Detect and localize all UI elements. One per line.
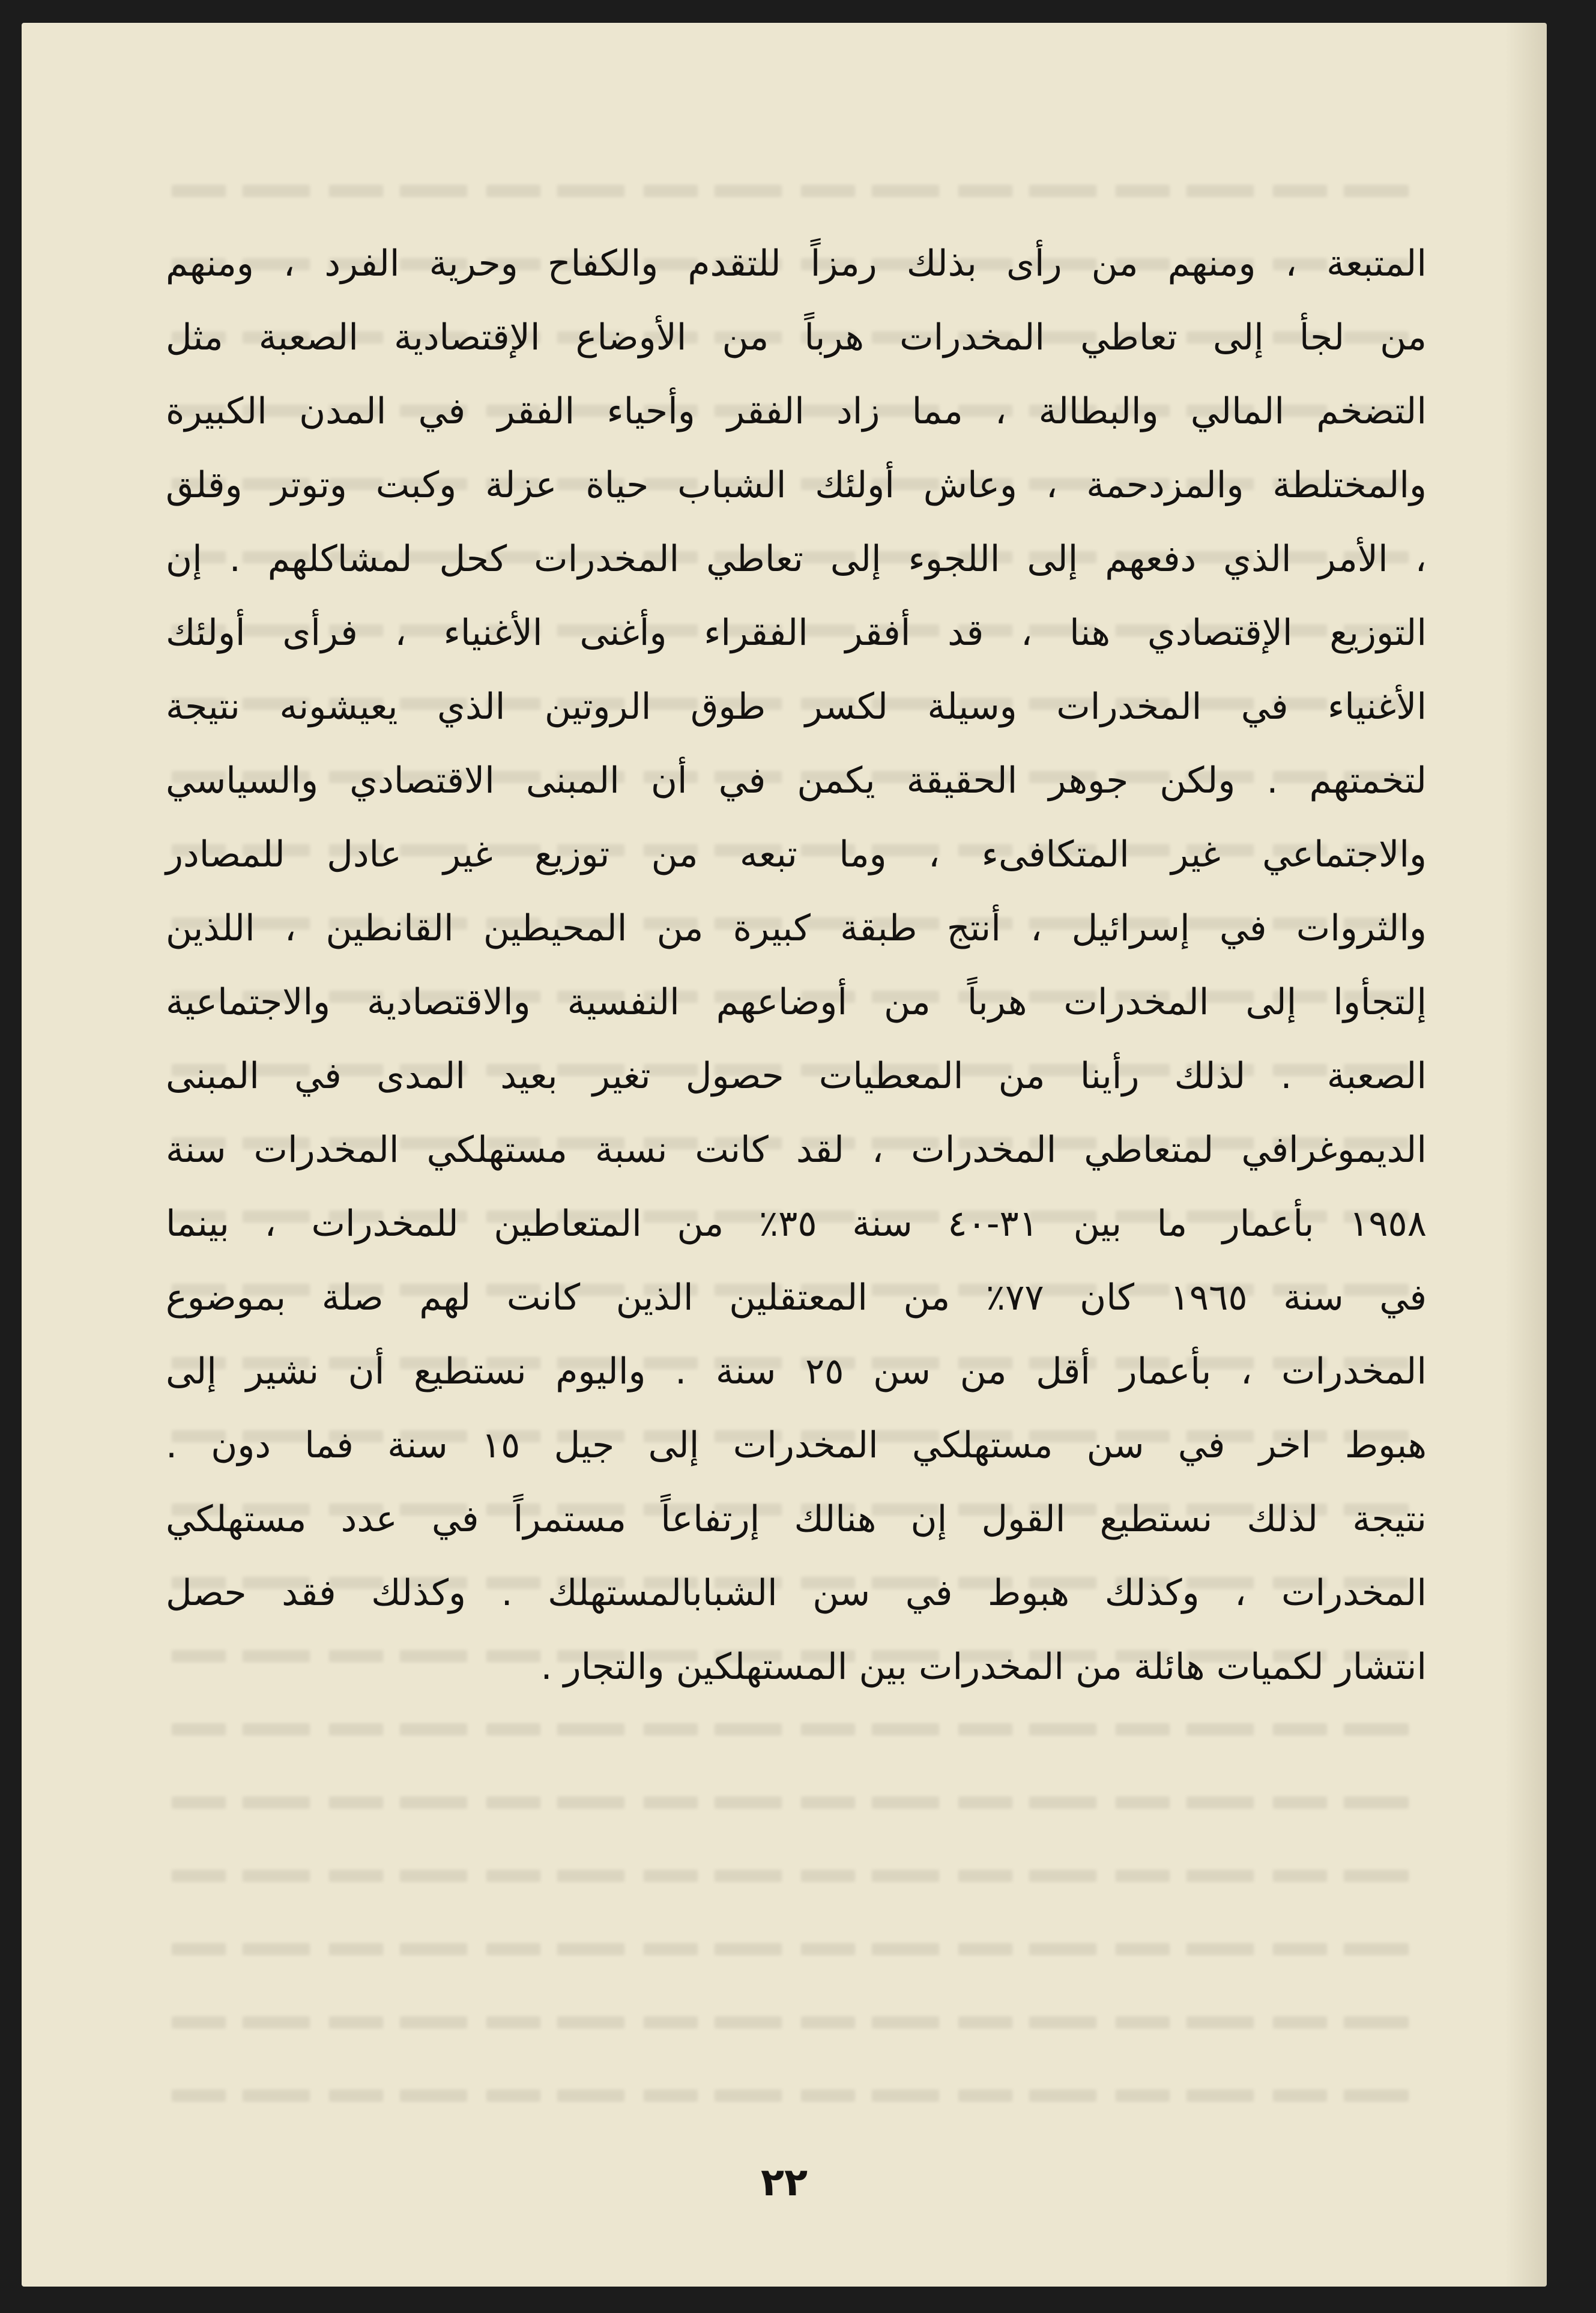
text-line: المخدرات ، بأعمار أقل من سن ٢٥ سنة . واليوم نستطيع أن نشير إلى [166, 1350, 1427, 1392]
text-line: من لجأ إلى تعاطي المخدرات هرباً من الأوضاع الإقتصادية الصعبة مثل [166, 316, 1427, 358]
text-line: لتخمتهم . ولكن جوهر الحقيقة يكمن في أن المبنى الاقتصادي والسياسي [166, 760, 1427, 802]
text-line: الأغنياء في المخدرات وسيلة لكسر طوق الروتين الذي يعيشونه نتيجة [166, 686, 1427, 728]
text-line: ١٩٥٨ بأعمار ما بين ٣١-٤٠ سنة ٣٥٪ من المتعاطين للمخدرات ، بينما [166, 1203, 1427, 1245]
text-line: انتشار لكميات هائلة من المخدرات بين المستهلكين والتجار . [540, 1646, 1427, 1688]
text-line: المتبعة ، ومنهم من رأى بذلك رمزاً للتقدم والكفاح وحرية الفرد ، ومنهم [166, 243, 1427, 285]
text-line: التوزيع الإقتصادي هنا ، قد أفقر الفقراء وأغنى الأغنياء ، فرأى أولئك [166, 612, 1427, 654]
text-line: المخدرات ، وكذلك هبوط في سن الشبابالمستهلك . وكذلك فقد حصل [166, 1572, 1427, 1614]
body-paragraph [166, 227, 1427, 1704]
text-line: ، الأمر الذي دفعهم إلى اللجوء إلى تعاطي المخدرات كحل لمشاكلهم . إن [166, 538, 1427, 580]
text-line: الديموغرافي لمتعاطي المخدرات ، لقد كانت نسبة مستهلكي المخدرات سنة [166, 1129, 1427, 1171]
book-page [22, 23, 1547, 2287]
text-line: والثروات في إسرائيل ، أنتج طبقة كبيرة من المحيطين القانطين ، اللذين [166, 907, 1427, 949]
text-line: إلتجأوا إلى المخدرات هرباً من أوضاعهم النفسية والاقتصادية والاجتماعية [166, 981, 1427, 1023]
text-line: نتيجة لذلك نستطيع القول إن هنالك إرتفاعاً مستمراً في عدد مستهلكي [166, 1498, 1427, 1540]
text-line: والاجتماعي غير المتكافىء ، وما تبعه من توزيع غير عادل للمصادر [166, 833, 1427, 875]
text-line: الصعبة . لذلك رأينا من المعطيات حصول تغير بعيد المدى في المبنى [166, 1055, 1427, 1097]
text-line: في سنة ١٩٦٥ كان ٧٧٪ من المعتقلين الذين كانت لهم صلة بموضوع [166, 1277, 1427, 1319]
text-line: التضخم المالي والبطالة ، مما زاد الفقر وأحياء الفقر في المدن الكبيرة [166, 390, 1427, 432]
page-number: ٢٢ [760, 2160, 808, 2205]
text-line: هبوط اخر في سن مستهلكي المخدرات إلى جيل ١٥ سنة فما دون . [166, 1424, 1427, 1466]
page-edge-shadow [1505, 23, 1547, 2287]
text-line: والمختلطة والمزدحمة ، وعاش أولئك الشباب حياة عزلة وكبت وتوتر وقلق [166, 464, 1427, 506]
